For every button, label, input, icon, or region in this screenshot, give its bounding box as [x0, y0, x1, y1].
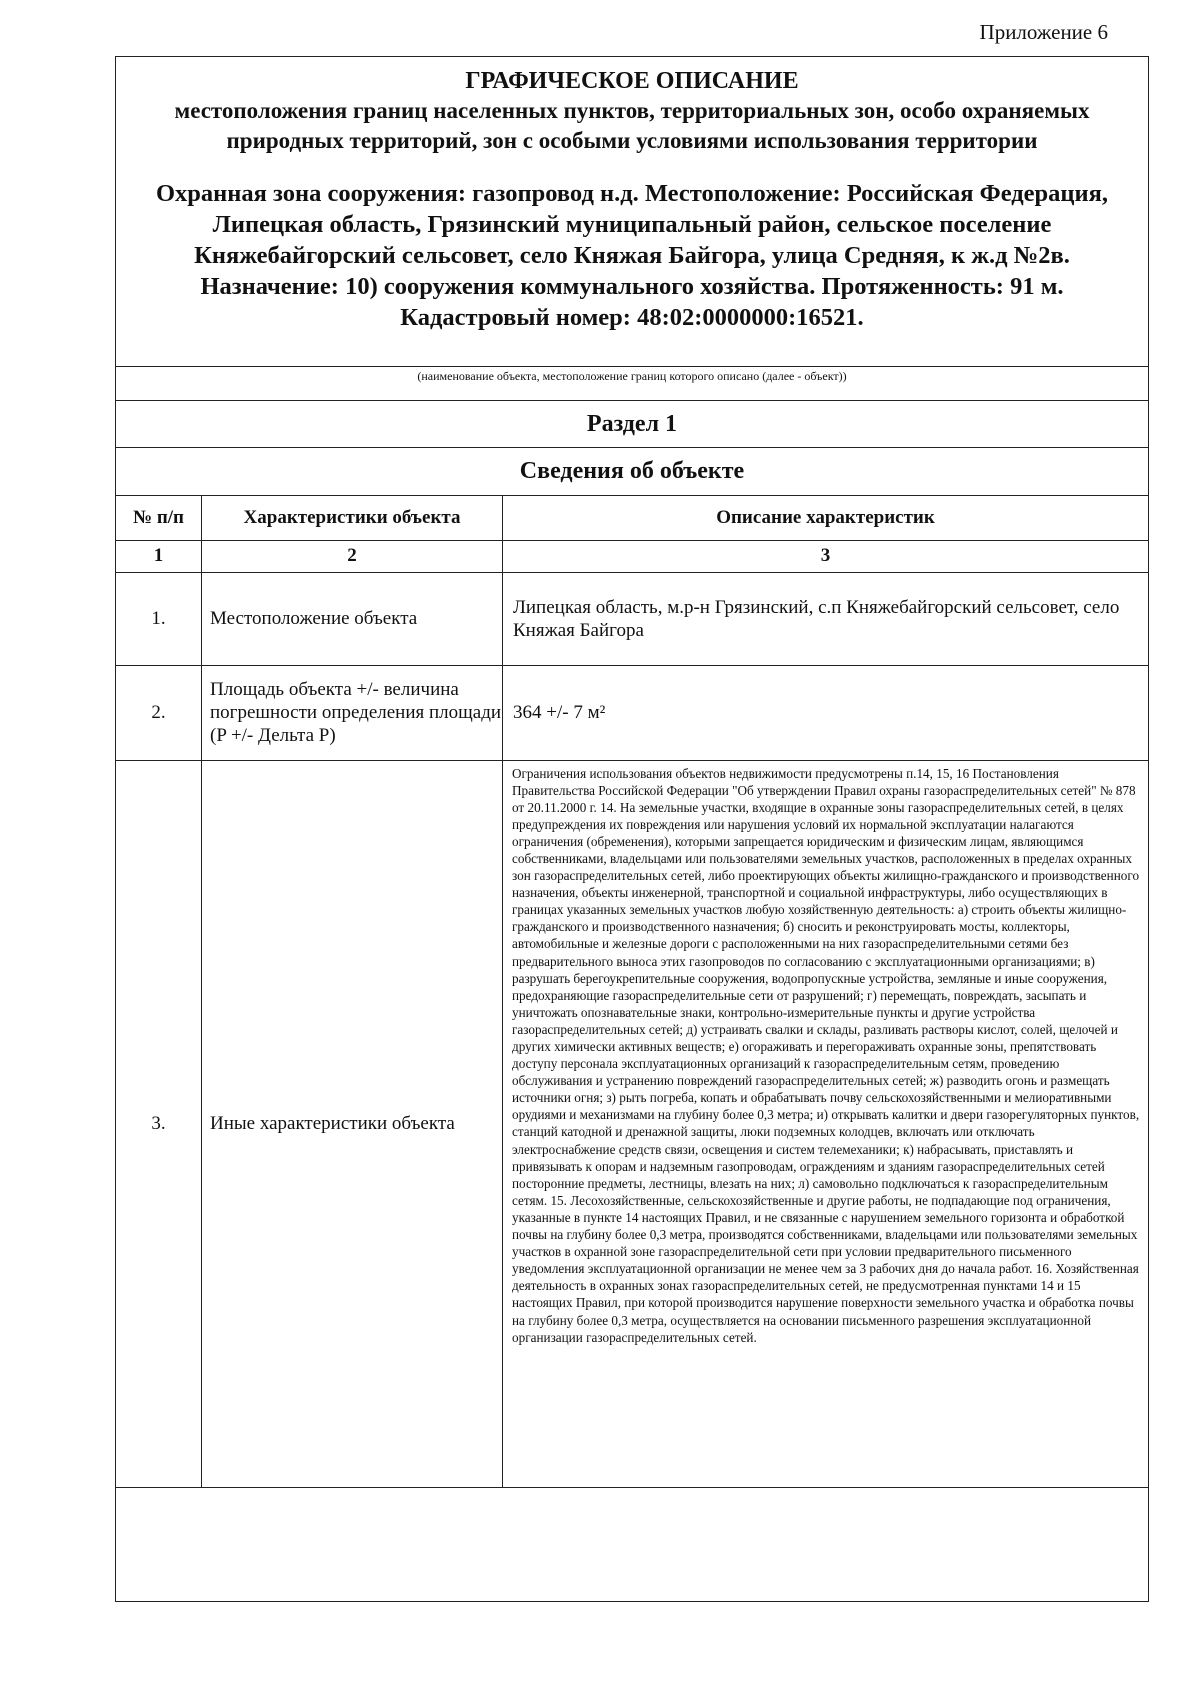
- row-index: 2.: [116, 665, 202, 760]
- table-row: [116, 665, 1148, 760]
- row-description: Липецкая область, м.р-н Грязинский, с.п Княжебайгорский сельсовет, село Княжая Байгора: [503, 572, 1149, 665]
- column-number-row: [116, 540, 1148, 572]
- object-info-table: [116, 496, 1148, 1488]
- document-subtitle: местоположения границ населенных пунктов, территориальных зон, особо охраняемых природных территорий, зон с особыми условиями использования территории: [174, 98, 1090, 153]
- row-description: Ограничения использования объектов недвижимости предусмотрены п.14, 15, 16 Постановления Правительства Российской Федерации "Об утверждении Правил охраны газораспределительных сетей" № 878 от 20.11.2000 г. 14. На земельные участки, входящие в охранные зоны газораспределительных сетей, в целях предупреждения их повреждения или нарушения условий их нормальной эксплуатации налагаются ограничения (обременения), которыми запрещается юридическим и физическим лицам, являющимся собственниками, владельцами или пользователями земельных участков, расположенных в пределах охранных зон газораспределительных сетей, либо проектирующих объекты жилищно-гражданского и производственного назначения, объекты инженерной, транспортной и социальной инфраструктуры, либо осуществляющих в границах указанных земельных участков любую хозяйственную деятельность: а) строить объекты жилищно-гражданского и производственного назначения; б) сносить и реконструировать мосты, коллекторы, автомобильные и железные дороги с расположенными на них газораспределительными сетями без предварительного выноса этих газопроводов по согласованию с эксплуатационными организациями; в) разрушать берегоукрепительные сооружения, водопропускные устройства, земляные и иные сооружения, предохраняющие газораспределительные сети от разрушений; г) перемещать, повреждать, засыпать и уничтожать опознавательные знаки, контрольно-измерительные пункты и другие устройства газораспределительных сетей; д) устраивать свалки и склады, разливать растворы кислот, солей, щелочей и других химически активных веществ; е) огораживать и перегораживать охранные зоны, препятствовать доступу персонала эксплуатационных организаций к газораспределительным сетям, проведению обслуживания и устранению повреждений газораспределительных сетей; ж) разводить огонь и размещать источники огня; з) рыть погреба, копать и обрабатывать почву сельскохозяйственными и мелиоративными орудиями и механизмами на глубину более 0,3 метра; и) открывать калитки и двери газорегуляторных пунктов, станций катодной и дренажной защиты, люки подземных колодцев, включать или отключать электроснабжение средств связи, освещения и систем телемеханики; к) набрасывать, приставлять и привязывать к опорам и надземным газопроводам, ограждениям и зданиям газораспределительных сетей посторонние предметы, лестницы, влезать на них; л) самовольно подключаться к газораспределительным сетям. 15. Лесохозяйственные, сельскохозяйственные и другие работы, не подпадающие под ограничения, указанные в пункте 14 настоящих Правил, и не связанные с нарушением земельного горизонта и обработкой почвы на глубину более 0,3 метра, производятся собственниками, владельцами или пользователями земельных участков в охранной зоне газораспределительной сети при условии предварительного письменного уведомления эксплуатационной организации не менее чем за 3 рабочих дня до начала работ. 16. Хозяйственная деятельность в охранных зонах газораспределительных сетей, не предусмотренная пунктами 14 и 15 настоящих Правил, при которой производится нарушение поверхности земельного участка и обработка почвы на глубину более 0,3 метра, осуществляется на основании письменного разрешения эксплуатационной организации газораспределительных сетей.: [503, 760, 1149, 1487]
- table-row: [116, 572, 1148, 665]
- row-index: 1.: [116, 572, 202, 665]
- table-row: [116, 760, 1148, 1487]
- column-number: 3: [503, 540, 1149, 572]
- row-index: 3.: [116, 760, 202, 1487]
- table-header-row: [116, 496, 1148, 540]
- object-caption: (наименование объекта, местоположение границ которого описано (далее - объект)): [116, 367, 1148, 401]
- row-characteristic: Площадь объекта +/- величина погрешности определения площади (P +/- Дельта P): [202, 665, 503, 760]
- section-title: Раздел 1: [116, 401, 1148, 448]
- document-title: ГРАФИЧЕСКОЕ ОПИСАНИЕ: [465, 68, 799, 94]
- object-description: Охранная зона сооружения: газопровод н.д. Местоположение: Российская Федерация, Липецкая область, Грязинский муниципальный район, сельское поселение Княжебайгорский сельсовет, село Княжая Байгора, улица Средняя, к ж.д №2в. Назначение: 10) сооружения коммунального хозяйства. Протяженность: 91 м. Кадастровый номер: 48:02:0000000:16521.: [155, 180, 1109, 331]
- header-cell-description: Описание характеристик: [503, 496, 1149, 540]
- document-frame: [115, 56, 1149, 1602]
- column-number: 1: [116, 540, 202, 572]
- row-description: 364 +/- 7 м²: [503, 665, 1149, 760]
- column-number: 2: [202, 540, 503, 572]
- document-header: [116, 57, 1148, 367]
- section-subtitle: Сведения об объекте: [116, 448, 1148, 496]
- header-cell-number: № п/п: [116, 496, 202, 540]
- appendix-label: Приложение 6: [979, 20, 1108, 44]
- row-characteristic: Местоположение объекта: [202, 572, 503, 665]
- row-characteristic: Иные характеристики объекта: [202, 760, 503, 1487]
- header-cell-characteristic: Характеристики объекта: [202, 496, 503, 540]
